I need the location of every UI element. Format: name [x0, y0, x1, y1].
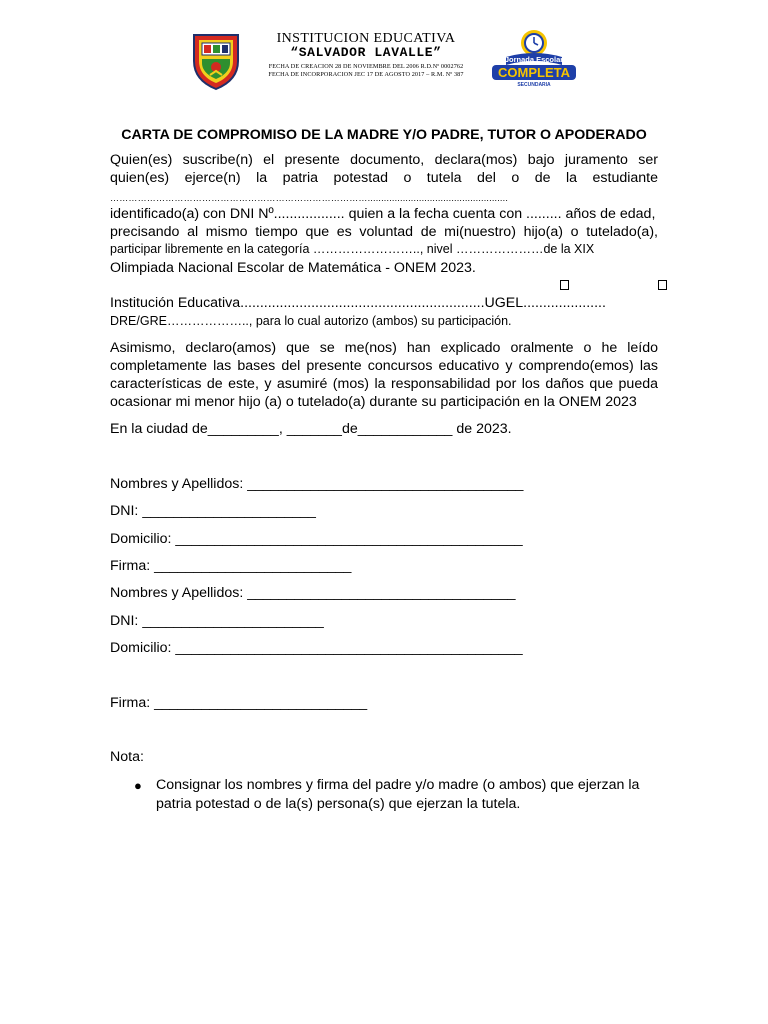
- checkbox-left[interactable]: [560, 280, 569, 290]
- paragraph1-line4: identificado(a) con DNI Nº.................. quien a la fecha cuenta con ......... años de edad,: [110, 206, 656, 222]
- signer1-dni-field[interactable]: DNI: ______________________: [110, 503, 316, 519]
- paragraph1-line1-text: Quien(es) suscribe(n) el presente documento, declara(mos) bajo juramento ser: [110, 152, 658, 168]
- bullet-icon: ●: [134, 778, 142, 793]
- paragraph1-line6: participar libremente en la categoría …………………….., nivel …………………de la XIX: [110, 242, 595, 256]
- paragraph1-line2-text: quien(es) ejerce(n) la patria potestad o tutela del o de la estudiante: [110, 170, 658, 186]
- student-name-blank: …………………………………………………………………………....................................................: [110, 193, 509, 203]
- city-date-line: En la ciudad de_________, _______de____________ de 2023.: [110, 421, 512, 437]
- signer2-address-field[interactable]: Domicilio: ____________________________________________: [110, 640, 523, 656]
- note-text: Consignar los nombres y firma del padre y/o madre (o ambos) que ejerzan la patria potestad o de la(s) persona(s) que ejerzan la tutela.: [156, 777, 640, 812]
- paragraph1-line7: Olimpiada Nacional Escolar de Matemática - ONEM 2023.: [110, 260, 476, 276]
- signer1-signature-field[interactable]: Firma: _________________________: [110, 558, 352, 574]
- paragraph2-line4: ocasionar mi menor hijo (a) o tutelado(a) durante su participación en la ONEM 2023: [110, 394, 637, 410]
- paragraph1-line2: [110, 170, 658, 186]
- paragraph2-line2-text: completamente las bases del presente concursos educativo y comprendo(emos) las: [110, 358, 658, 374]
- signer1-address-field[interactable]: Domicilio: ____________________________________________: [110, 531, 523, 547]
- school-name: “SALVADOR LAVALLE”: [290, 45, 442, 60]
- signer1-name-field[interactable]: Nombres y Apellidos: ___________________________________: [110, 476, 524, 492]
- school-crest-icon: [190, 31, 242, 91]
- paragraph2-line3-text: características de este, y asumiré (mos) la responsabilidad por los daños que pueda: [110, 376, 658, 392]
- paragraph1-line5: [110, 224, 658, 240]
- paragraph2-line1: [110, 340, 658, 356]
- paragraph2-line1-text: Asimismo, declaro(amos) que se me(nos) han explicado oralmente o he leído: [110, 340, 658, 356]
- dre-gre-line: DRE/GRE……………….., para lo cual autorizo (ambos) su participación.: [110, 314, 512, 328]
- logo-line1: Jornada Escolar: [504, 55, 564, 64]
- clock-icon: [521, 30, 547, 56]
- incorporation-date-line: FECHA DE INCORPORACION JEC 17 DE AGOSTO 2017 – R.M. Nº 387: [268, 71, 464, 78]
- institution-ugel-line: Institución Educativa..............................................................UGEL.....................: [110, 295, 606, 311]
- page-title: CARTA DE COMPROMISO DE LA MADRE Y/O PADRE, TUTOR O APODERADO: [121, 127, 647, 143]
- signer2-dni-field[interactable]: DNI: _______________________: [110, 613, 324, 629]
- creation-date-line: FECHA DE CREACION 28 DE NOVIEMBRE DEL 2006 R.D.Nº 0002762: [268, 63, 464, 70]
- signer2-name-field[interactable]: Nombres y Apellidos: __________________________________: [110, 585, 516, 601]
- logo-line2: COMPLETA: [498, 65, 570, 80]
- paragraph1-line1: [110, 152, 658, 168]
- institution-label: INSTITUCION EDUCATIVA: [276, 31, 456, 46]
- paragraph2-line2: [110, 358, 658, 374]
- paragraph1-line5-text: precisando al mismo tiempo que es voluntad de mi(nuestro) hijo(a) o tutelado(a),: [110, 224, 658, 240]
- note-label: Nota:: [110, 749, 144, 765]
- logo-line3: SECUNDARIA: [517, 82, 551, 88]
- checkbox-right[interactable]: [658, 280, 667, 290]
- signer2-signature-field[interactable]: Firma: ___________________________: [110, 695, 368, 711]
- paragraph2-line3: [110, 376, 658, 392]
- jornada-escolar-completa-logo: [488, 27, 580, 89]
